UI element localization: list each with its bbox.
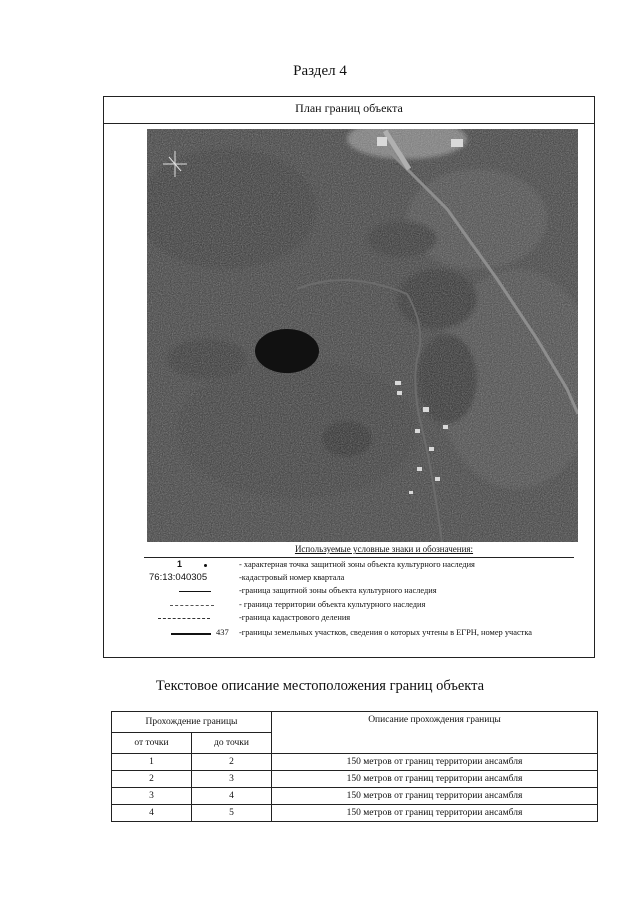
plot-number-symbol: 437 <box>216 627 229 637</box>
plan-title-divider <box>104 123 594 124</box>
legend-symbol <box>144 612 239 626</box>
cell-desc: 150 метров от границ территории ансамбля <box>272 754 598 771</box>
legend-text: -граница кадастрового деления <box>239 613 351 622</box>
header-from-point: от точки <box>112 733 192 754</box>
legend-symbol <box>144 599 239 613</box>
dashed-line-icon <box>170 605 214 606</box>
legend-symbol <box>144 585 239 599</box>
legend-item-boundary-point <box>144 559 594 573</box>
legend-text: -кадастровый номер квартала <box>239 573 345 582</box>
cadastral-number-symbol: 76:13:040305 <box>149 572 208 583</box>
section-title: Раздел 4 <box>293 63 347 79</box>
point-dot-icon <box>204 564 207 567</box>
cell-to: 5 <box>192 805 272 822</box>
cell-desc: 150 метров от границ территории ансамбля <box>272 788 598 805</box>
satellite-map <box>147 129 578 542</box>
plan-frame <box>103 96 595 658</box>
cell-to: 2 <box>192 754 272 771</box>
plan-title: План границ объекта <box>295 101 403 115</box>
table-row <box>112 805 598 822</box>
legend-symbol <box>144 559 239 573</box>
header-boundary-passage: Прохождение границы <box>112 712 272 733</box>
map-pond <box>255 329 319 373</box>
boundary-table <box>111 711 598 822</box>
cell-from: 4 <box>112 805 192 822</box>
table-row <box>112 788 598 805</box>
cell-to: 4 <box>192 788 272 805</box>
legend-item-land-plots <box>144 627 594 641</box>
dash-dot-line-icon <box>158 618 210 619</box>
legend-text: - граница территории объекта культурного наследия <box>239 600 426 609</box>
legend-symbol <box>144 572 239 586</box>
legend-item-heritage-territory <box>144 599 594 613</box>
legend-item-cadastral-number <box>144 572 594 586</box>
text-description-heading: Текстовое описание местоположения границ объекта <box>155 678 485 694</box>
header-to-point: до точки <box>192 733 272 754</box>
legend-heading: Используемые условные знаки и обозначения: <box>294 544 474 554</box>
cell-from: 1 <box>112 754 192 771</box>
legend-item-protection-zone <box>144 585 594 599</box>
cell-from: 2 <box>112 771 192 788</box>
table-row <box>112 771 598 788</box>
map-grain <box>147 129 578 542</box>
cell-desc: 150 метров от границ территории ансамбля <box>272 771 598 788</box>
table-row <box>112 754 598 771</box>
bold-line-icon <box>171 633 211 635</box>
header-description: Описание прохождения границы <box>272 712 598 754</box>
cell-from: 3 <box>112 788 192 805</box>
legend-text: -граница защитной зоны объекта культурного наследия <box>239 586 437 595</box>
legend-text: - характерная точка защитной зоны объекта культурного наследия <box>239 560 475 569</box>
legend-text: -границы земельных участков, сведения о которых учтены в ЕГРН, номер участка <box>239 628 532 637</box>
cell-desc: 150 метров от границ территории ансамбля <box>272 805 598 822</box>
legend-separator <box>144 557 574 558</box>
legend-symbol <box>144 627 239 641</box>
table-header-row <box>112 712 598 733</box>
legend-item-cadastral-division <box>144 612 594 626</box>
solid-line-icon <box>179 591 211 592</box>
point-number-symbol: 1 <box>177 559 183 569</box>
satellite-map-image <box>147 129 578 542</box>
cell-to: 3 <box>192 771 272 788</box>
